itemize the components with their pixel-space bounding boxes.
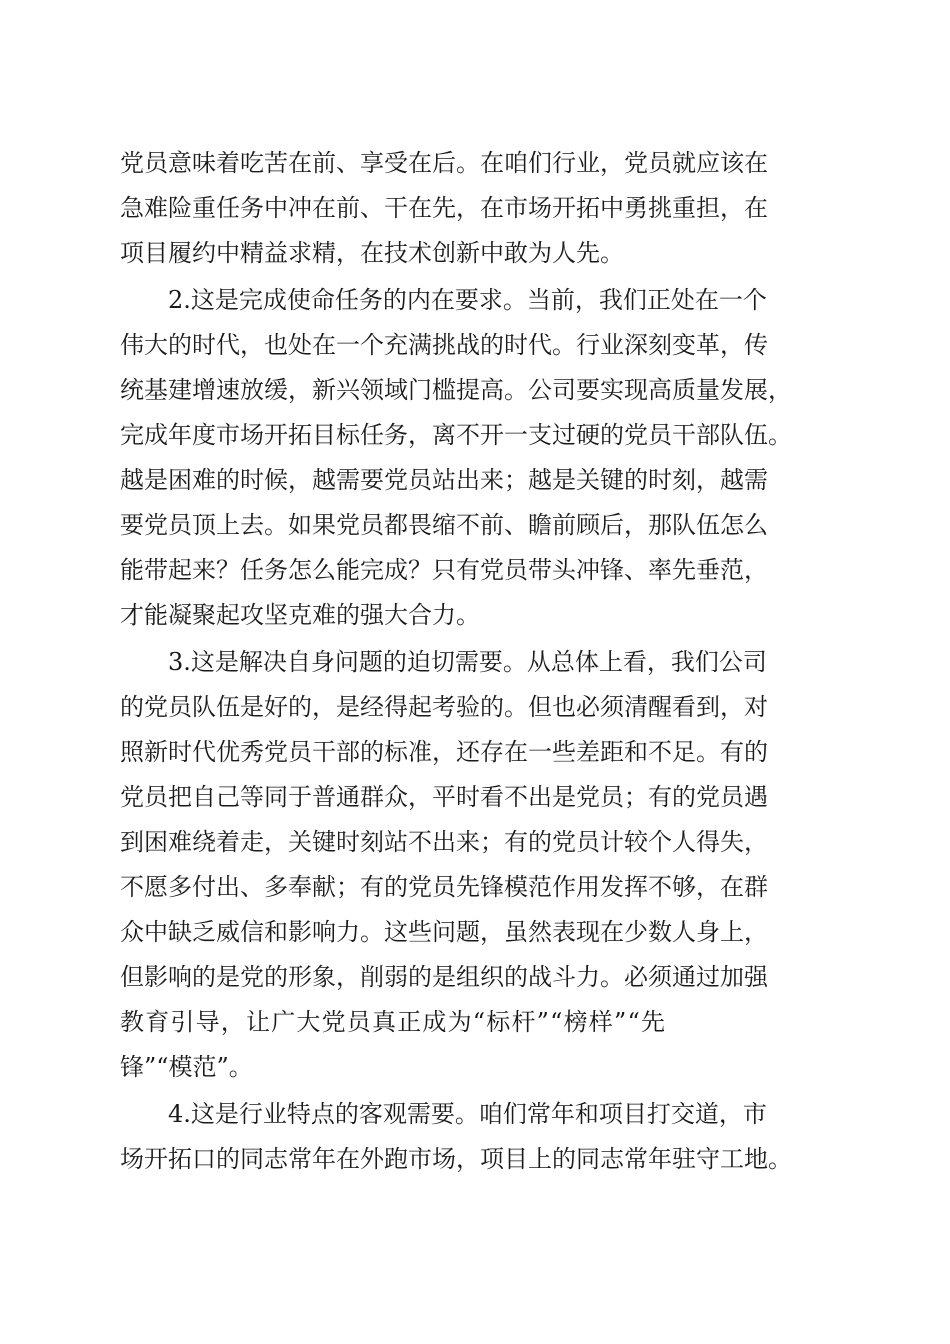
text-line: 不愿多付出、多奉献；有的党员先锋模范作用发挥不够，在群 <box>120 873 768 901</box>
text-line: 伟大的时代，也处在一个充满挑战的时代。行业深刻变革，传 <box>120 331 768 359</box>
text-line: 场开拓口的同志常年在外跑市场，项目上的同志常年驻守工地。 <box>120 1145 792 1173</box>
text-line: 到困难绕着走，关键时刻站不出来；有的党员计较个人得失， <box>120 828 768 856</box>
text-line: 急难险重任务中冲在前、干在先，在市场开拓中勇挑重担，在 <box>120 194 768 222</box>
paragraph-start-line: 2.这是完成使命任务的内在要求。当前，我们正处在一个 <box>168 286 767 314</box>
paragraph-start-line: 3.这是解决自身问题的迫切需要。从总体上看，我们公司 <box>168 648 767 676</box>
text-line: 但影响的是党的形象，削弱的是组织的战斗力。必须通过加强 <box>120 963 768 991</box>
text-line: 能带起来？任务怎么能完成？只有党员带头冲锋、率先垂范， <box>120 556 768 584</box>
text-line: 项目履约中精益求精，在技术创新中敢为人先。 <box>120 239 624 267</box>
text-line: 照新时代优秀党员干部的标准，还存在一些差距和不足。有的 <box>120 738 768 766</box>
text-line: 众中缺乏威信和影响力。这些问题，虽然表现在少数人身上， <box>120 918 768 946</box>
text-line: 统基建增速放缓，新兴领域门槛提高。公司要实现高质量发展， <box>120 376 792 404</box>
text-line: 完成年度市场开拓目标任务，离不开一支过硬的党员干部队伍。 <box>120 421 792 449</box>
paragraph-start-line: 4.这是行业特点的客观需要。咱们常年和项目打交道，市 <box>168 1100 767 1128</box>
text-line: 越是困难的时候，越需要党员站出来；越是关键的时刻，越需 <box>120 466 768 494</box>
text-line: 才能凝聚起攻坚克难的强大合力。 <box>120 601 480 629</box>
text-line: 的党员队伍是好的，是经得起考验的。但也必须清醒看到，对 <box>120 693 768 721</box>
text-line: 教育引导，让广大党员真正成为“标杆”“榜样”“先 <box>120 1008 667 1036</box>
text-line: 党员把自己等同于普通群众，平时看不出是党员；有的党员遇 <box>120 783 768 811</box>
text-line: 党员意味着吃苦在前、享受在后。在咱们行业，党员就应该在 <box>120 149 768 177</box>
text-line: 锋”“模范”。 <box>120 1053 253 1081</box>
text-line: 要党员顶上去。如果党员都畏缩不前、瞻前顾后，那队伍怎么 <box>120 511 768 539</box>
